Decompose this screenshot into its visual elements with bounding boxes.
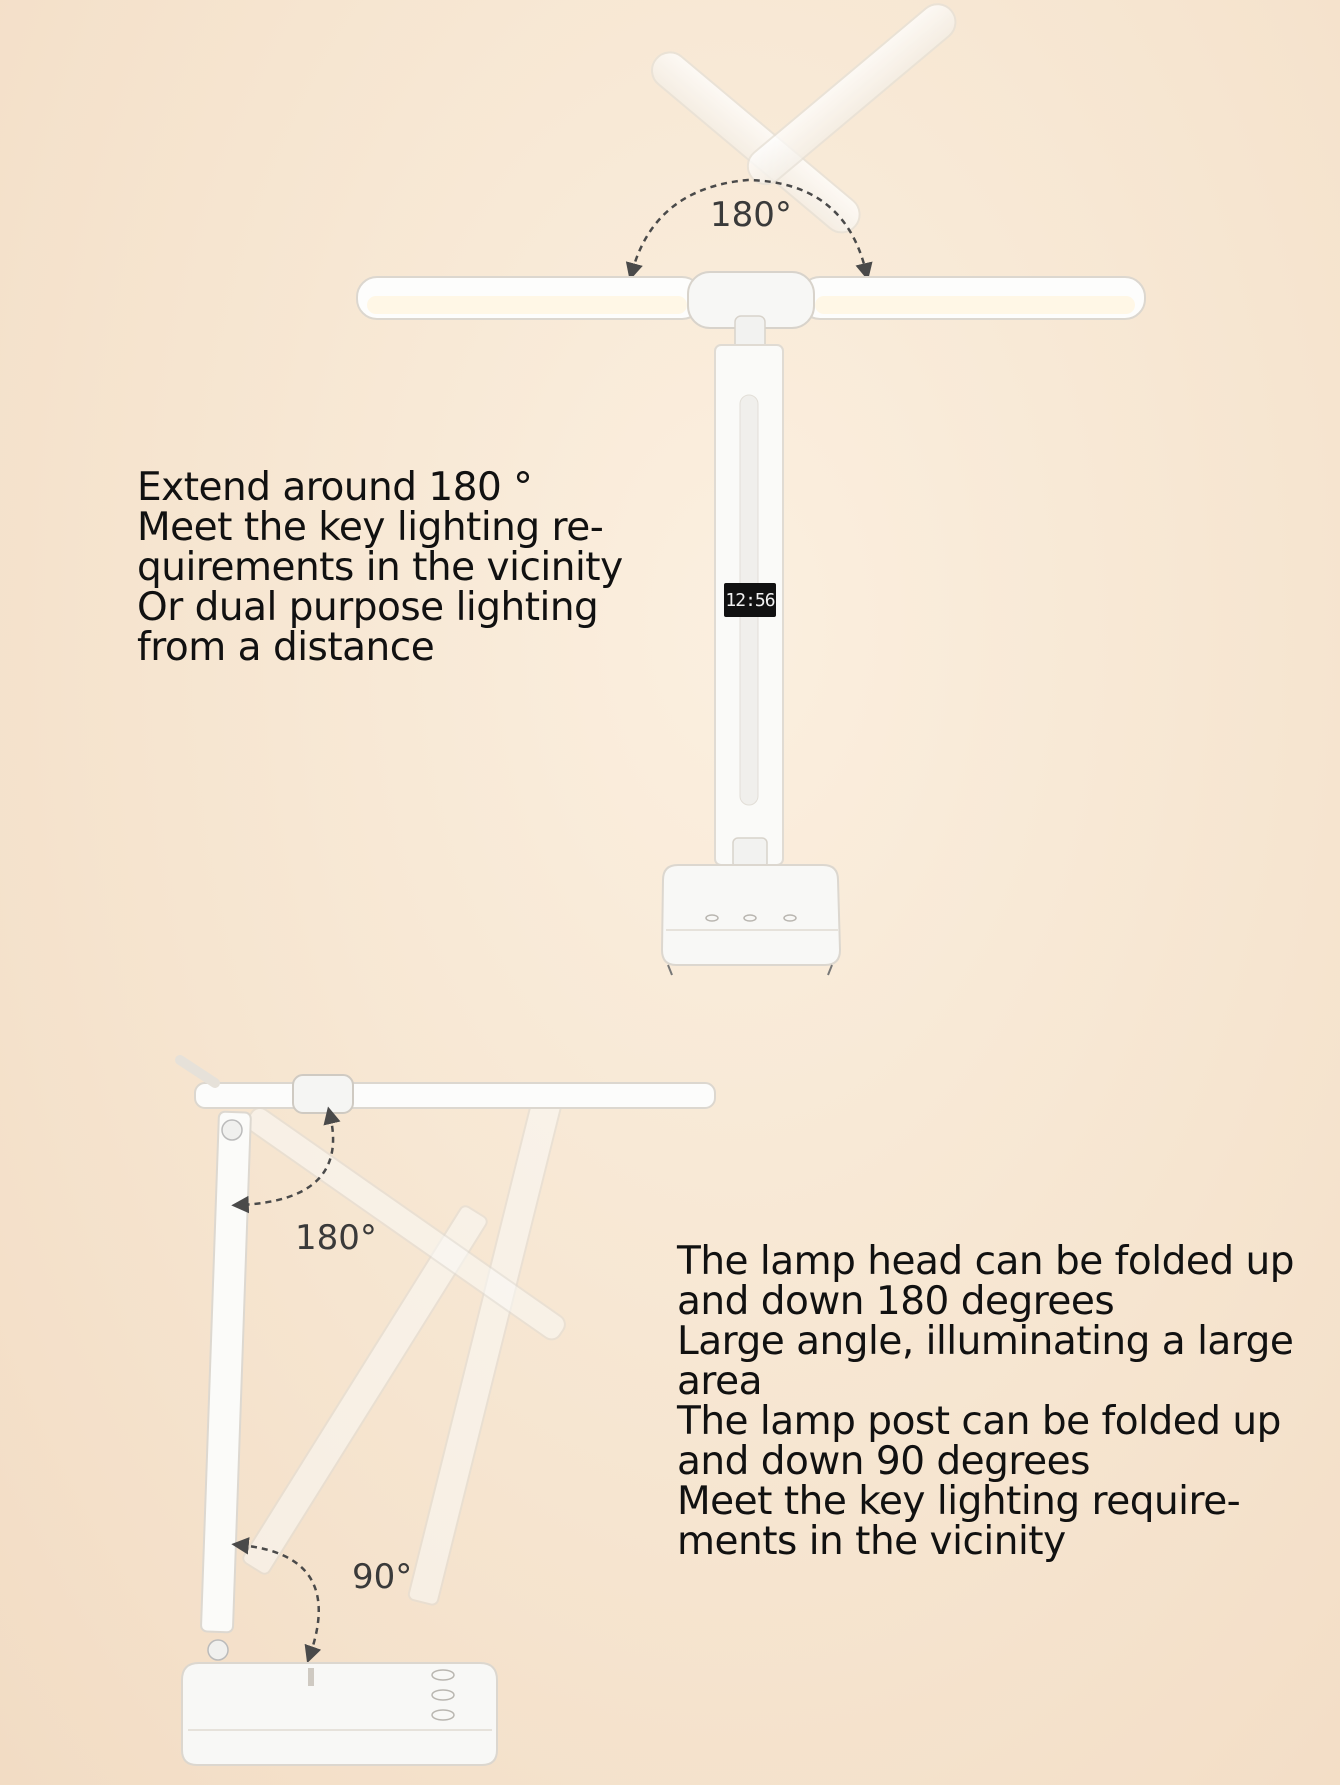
caption-line: ments in the vicinity [677,1519,1066,1564]
lamp-base [662,865,840,975]
caption-line: Meet the key lighting re- [137,505,604,550]
bottom-lamp-post [201,1112,251,1660]
post-angle-label: 90° [352,1557,413,1597]
ghost-post-tilted [408,1094,563,1606]
caption-line: Meet the key lighting require- [677,1479,1241,1524]
caption-line: and down 90 degrees [677,1439,1090,1484]
caption-line: and down 180 degrees [677,1279,1115,1324]
caption-line: The lamp head can be folded up [677,1239,1294,1284]
bottom-lamp-head [180,1060,715,1113]
clock-display: 12:56 [724,583,776,617]
caption-line: from a distance [137,625,435,670]
head-angle-label: 180° [295,1218,377,1258]
right-lamp-arm [800,277,1145,319]
bottom-feature-caption [677,1239,1294,1564]
raised-right-arm [741,0,963,192]
left-lamp-arm [357,277,702,319]
caption-line: The lamp post can be folded up [677,1399,1281,1444]
caption-line: Large angle, illuminating a large [677,1319,1294,1364]
top-feature-caption [137,465,623,670]
caption-line: area [677,1359,762,1404]
bottom-lamp-base [182,1663,497,1765]
caption-line: Extend around 180 ° [137,465,533,510]
caption-line: quirements in the vicinity [137,545,623,590]
caption-line: Or dual purpose lighting [137,585,599,630]
top-angle-label: 180° [710,195,792,235]
